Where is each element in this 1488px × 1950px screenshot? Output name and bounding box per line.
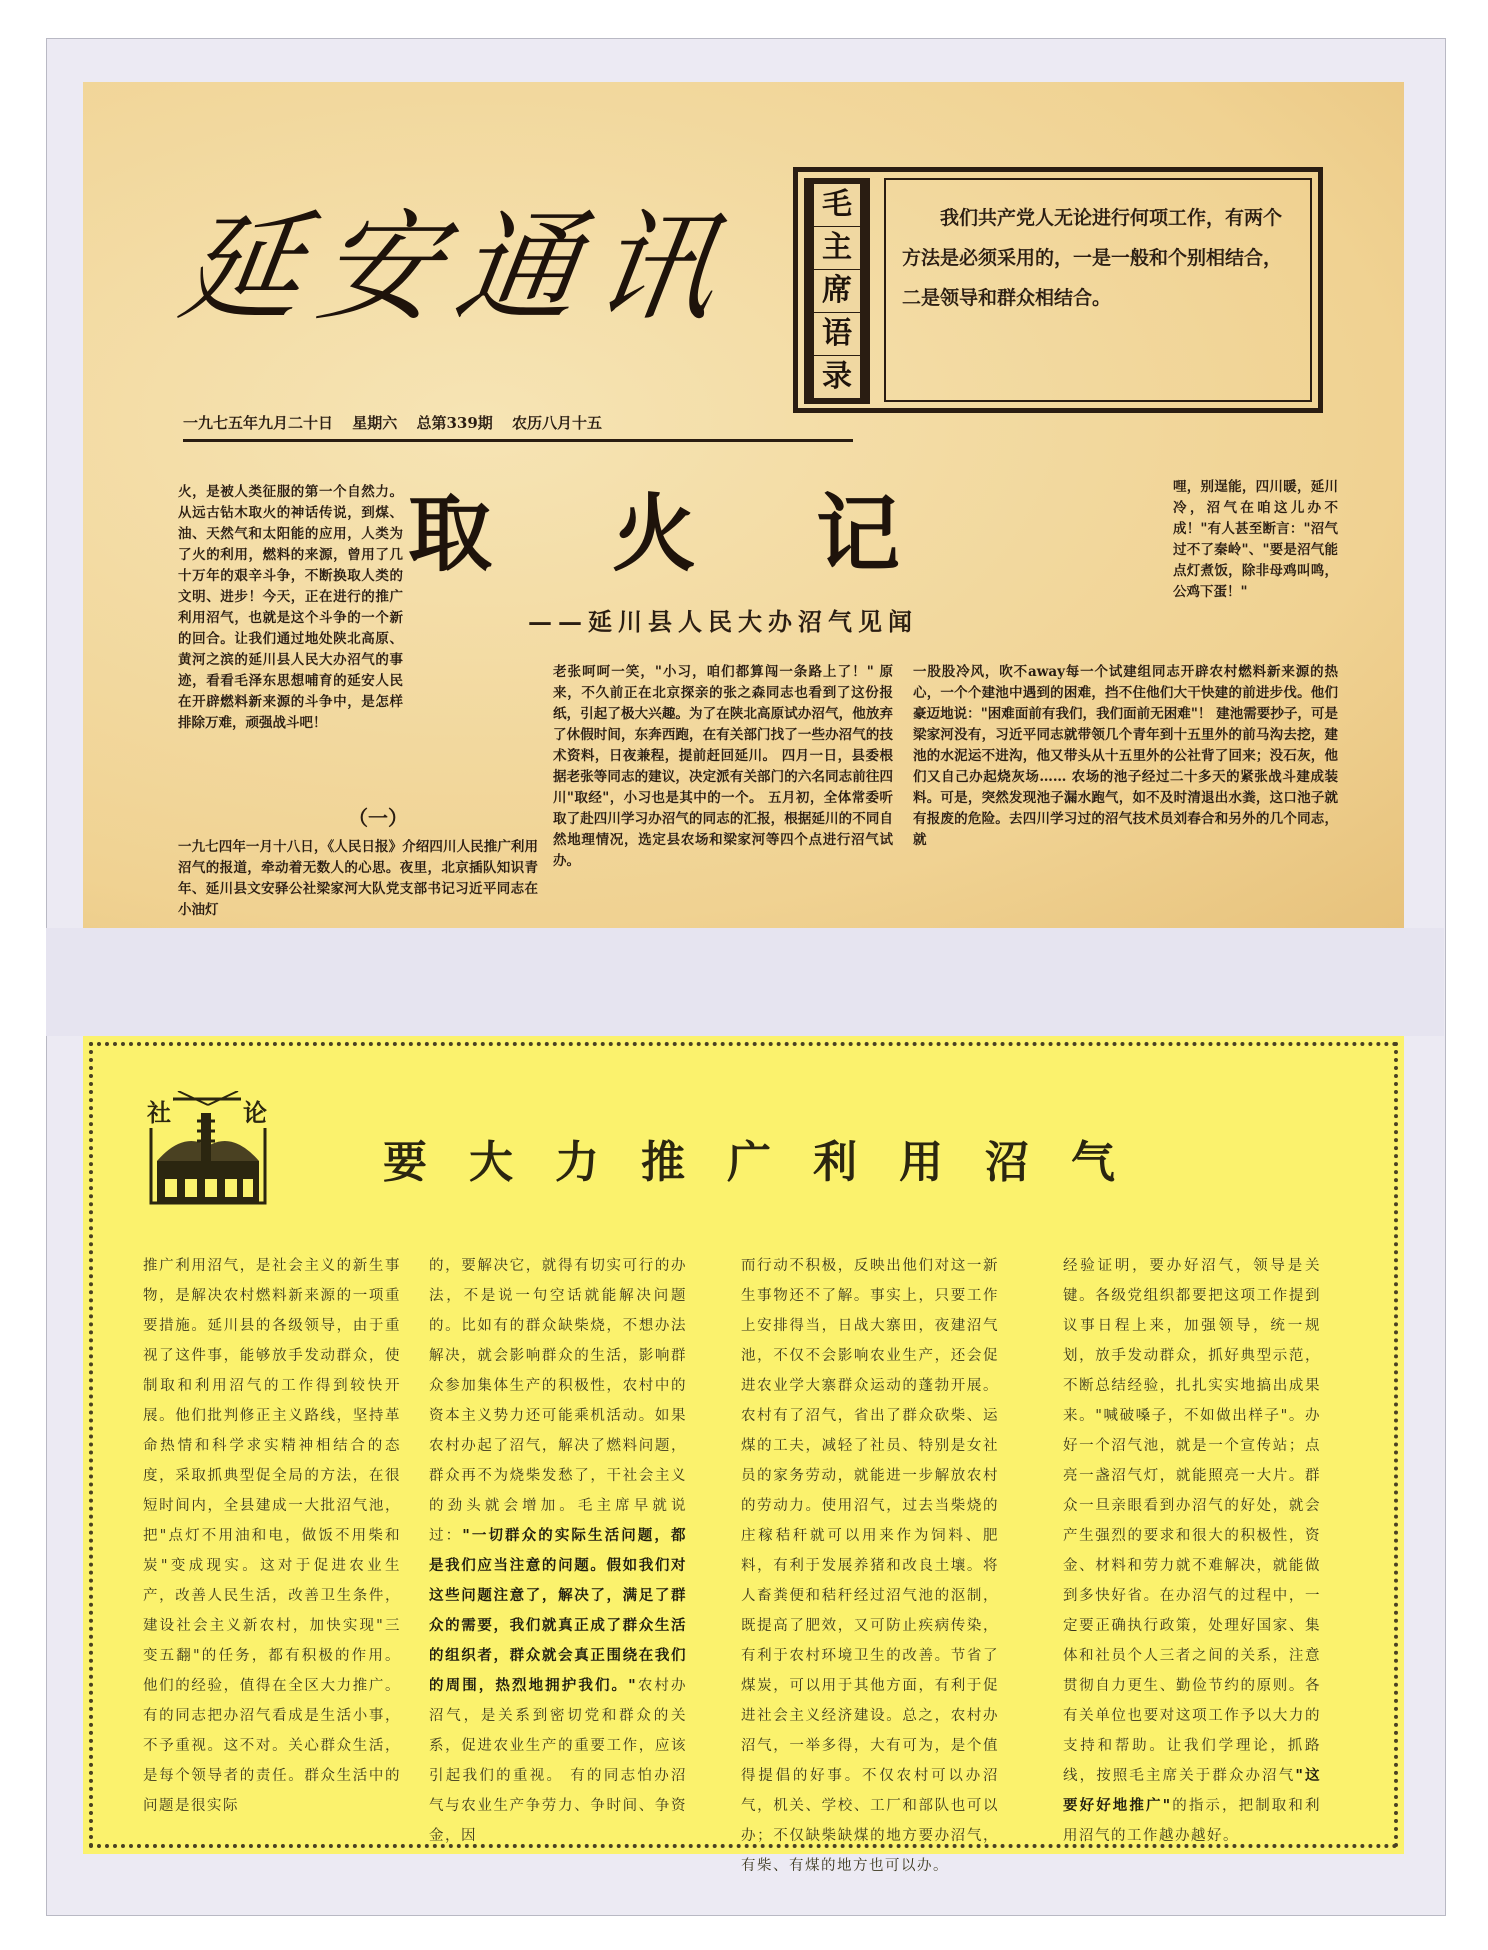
article-column-3: 一股股冷风，吹不away每一个试建组同志开辟农村燃料新来源的热心，一个个建池中遇到的困难，挡不住他们大干快建的前进步伐。他们豪迈地说："困难面前有我们，我们面前无困难"！ 建池需要抄子，可是梁家河没有，习近平同志就带领几个青年到十五里外的前马沟去挖，建池的水泥运不进沟，他又带头从十五里外的公社背了回来；没石灰，他们又自己办起烧灰场…… 农场的池子经过二十多天的紧张战斗建成装料。可是，突然发现池子漏水跑气，如不及时清退出水粪，这口池子就有报废的危险。去四川学习过的沼气技术员刘春合和另外的几个同志，就 (913, 664, 1338, 848)
editorial-column-3: 而行动不积极，反映出他们对这一新生事物还不了解。事实上，只要工作上安排得当，日战大寨田，夜建沼气池，不仅不会影响农业生产，还会促进农业学大寨群众运动的蓬勃开展。农村有了沼气，省出了群众砍柴、运煤的工夫，减轻了社员、特别是女社员的家务劳动，就能进一步解放农村的劳动力。使用沼气，过去当柴烧的庄稼秸秆就可以用来作为饲料、肥料，有利于发展养猪和改良土壤。将人畜粪便和秸秆经过沼气池的沤制，既提高了肥效，又可防止疾病传染，有利于农村环境卫生的改善。节省了煤炭，可以用于其他方面，有利于促进社会主义经济建设。总之，农村办沼气，一举多得，大有可为，是个值得提倡的好事。不仅农村可以办沼气，机关、学校、工厂和部队也可以办；不仅缺柴缺煤的地方要办沼气，有柴、有煤的地方也可以办。 (741, 1258, 999, 1874)
mao-quotation: "一切群众的实际生活问题，都是我们应当注意的问题。假如我们对这些问题注意了，解决了，满足了群众的需要，我们就真正成了群众生活的组织者，群众就会真正围绕在我们的周围，热烈地拥护我们。" (429, 1527, 688, 1694)
emblem-label-left: 社 (145, 1093, 173, 1128)
quote-label-char: 席 (814, 270, 860, 312)
emblem-label-right: 论 (241, 1093, 269, 1128)
editorial-column-4 (1063, 1251, 1321, 1851)
article-column-3-top: 哩，别逞能，四川暖，延川冷，沼气在咱这儿办不成！"有人甚至断言："沼气过不了秦岭"、"要是沼气能点灯煮饭，除非母鸡叫鸣，公鸡下蛋！" (1173, 479, 1338, 600)
editorial-column-2 (429, 1251, 687, 1851)
section-number: （一） (348, 806, 408, 830)
lunar-date: 农历八月十五 (512, 414, 603, 432)
newspaper-clipping (83, 82, 1404, 928)
editorial-emblem (143, 1091, 273, 1213)
article-title: 取火记 (408, 484, 1021, 583)
editorial-column-2-c: 农村办沼气，是关系到密切党和群众的关系，促进农业生产的重要工作，应该引起我们的重视。 有的同志怕办沼气与农业生产争劳力、争时间、争资金，因 (429, 1678, 688, 1844)
dateline (183, 412, 853, 442)
editorial-column-1: 推广利用沼气，是社会主义的新生事物，是解决农村燃料新来源的一项重要措施。延川县的各级领导，由于重视了这件事，能够放手发动群众，使制取和利用沼气的工作得到较快开展。他们批判修正主义路线，坚持革命热情和科学求实精神相结合的态度，采取抓典型促全局的方法，在很短时间内，全县建成一大批沼气池，把"点灯不用油和电，做饭不用柴和炭"变成现实。这对于促进农业生产，改善人民生活，改善卫生条件，建设社会主义新农村，加快实现"三变五翻"的任务，都有积极的作用。他们的经验，值得在全区大力推广。 有的同志把办沼气看成是生活小事，不予重视。这不对。关心群众生活，是每个领导者的责任。群众生活中的问题是很实际 (143, 1258, 401, 1814)
issue-number: 总第339期 (416, 414, 493, 432)
editorial-clipping (83, 1036, 1404, 1874)
article-subtitle: ——延川县人民大办沼气见闻 (528, 607, 918, 636)
quote-label-char: 主 (814, 227, 860, 269)
quotation-box (793, 167, 1323, 413)
article-column-1: 一九七四年一月十八日，《人民日报》介绍四川人民推广利用沼气的报道，牵动着无数人的心思。夜里，北京插队知识青年、延川县文安驿公社梁家河大队党支部书记习近平同志在小油灯 (178, 839, 538, 918)
issue-date: 一九七五年九月二十日 (183, 414, 334, 432)
masthead: 延安通讯 (171, 199, 744, 338)
article-column-2: 老张呵呵一笑，"小习，咱们都算闯一条路上了！" 原来，不久前正在北京探亲的张之森同志也看到了这份报纸，引起了极大兴趣。为了在陕北高原试办沼气，他放弃了休假时间，东奔西跑，在有关部门找了一些办沼气的技术资料，日夜兼程，提前赶回延川。 四月一日，县委根据老张等同志的建议，决定派有关部门的六名同志前往四川"取经"，小习也是其中的一个。 五月初，全体常委听取了赴四川学习办沼气的同志的汇报，根据延川的不同自然地理情况，选定县农场和梁家河等四个点进行沼气试办。 (553, 664, 893, 869)
quote-label-char: 语 (814, 313, 860, 355)
quote-label-char: 录 (814, 356, 860, 398)
article-column-intro: 火，是被人类征服的第一个自然力。从远古钻木取火的神话传说，到煤、油、天然气和太阳能的应用，人类为了火的利用，燃料的来源，曾用了几十万年的艰辛斗争，不断换取人类的文明、进步！今天，正在进行的推广利用沼气，也就是这个斗争的一个新的回合。让我们通过地处陕北高原、黄河之滨的延川县人民大办沼气的事迹，看看毛泽东思想哺育的延安人民在开辟燃料新来源的斗争中，是怎样排除万难，顽强战斗吧！ (178, 484, 403, 731)
editorial-column-4-a: 经验证明，要办好沼气，领导是关键。各级党组织都要把这项工作提到议事日程上来，加强领导，统一规划，放手发动群众，抓好典型示范，不断总结经验，扎扎实实地搞出成果来。"喊破嗓子，不如做出样子"。办好一个沼气池，就是一个宣传站；点亮一盏沼气灯，就能照亮一大片。群众一旦亲眼看到办沼气的好处，就会产生强烈的要求和很大的积极性，资金、材料和劳力就不难解决，就能做到多快好省。在办沼气的过程中，一定要正确执行政策，处理好国家、集体和社员个人三者之间的关系，注意贯彻自力更生、勤俭节约的原则。各有关单位也要对这项工作予以大力的支持和帮助。让我们学理论，抓路线，按照毛主席关于群众办沼气 (1063, 1258, 1321, 1784)
editorial-column-4-c: 的指示，把制取和利用沼气的工作越办越好。 (1063, 1798, 1322, 1844)
separator-band (46, 928, 1444, 1036)
issue-weekday: 星期六 (352, 414, 398, 432)
promotion-instruction: "这要好好地推广" (1063, 1767, 1321, 1814)
editorial-column-2-a: 的，要解决它，就得有切实可行的办法，不是说一句空话就能解决问题的。比如有的群众缺柴烧，不想办法解决，就会影响群众的生活，影响群众参加集体生产的积极性，农村中的资本主义势力还可能乘机活动。如果农村办起了沼气，解决了燃料问题，群众再不为烧柴发愁了，干社会主义的劲头就会增加。毛主席早就说过： (429, 1258, 687, 1544)
quotation-label (804, 178, 870, 404)
quote-label-char: 毛 (814, 184, 860, 226)
quotation-text: 我们共产党人无论进行何项工作，有两个方法是必须采用的，一是一般和个别相结合，二是领导和群众相结合。 (884, 178, 1312, 402)
editorial-title: 要大力推广利用沼气 (383, 1137, 1157, 1188)
